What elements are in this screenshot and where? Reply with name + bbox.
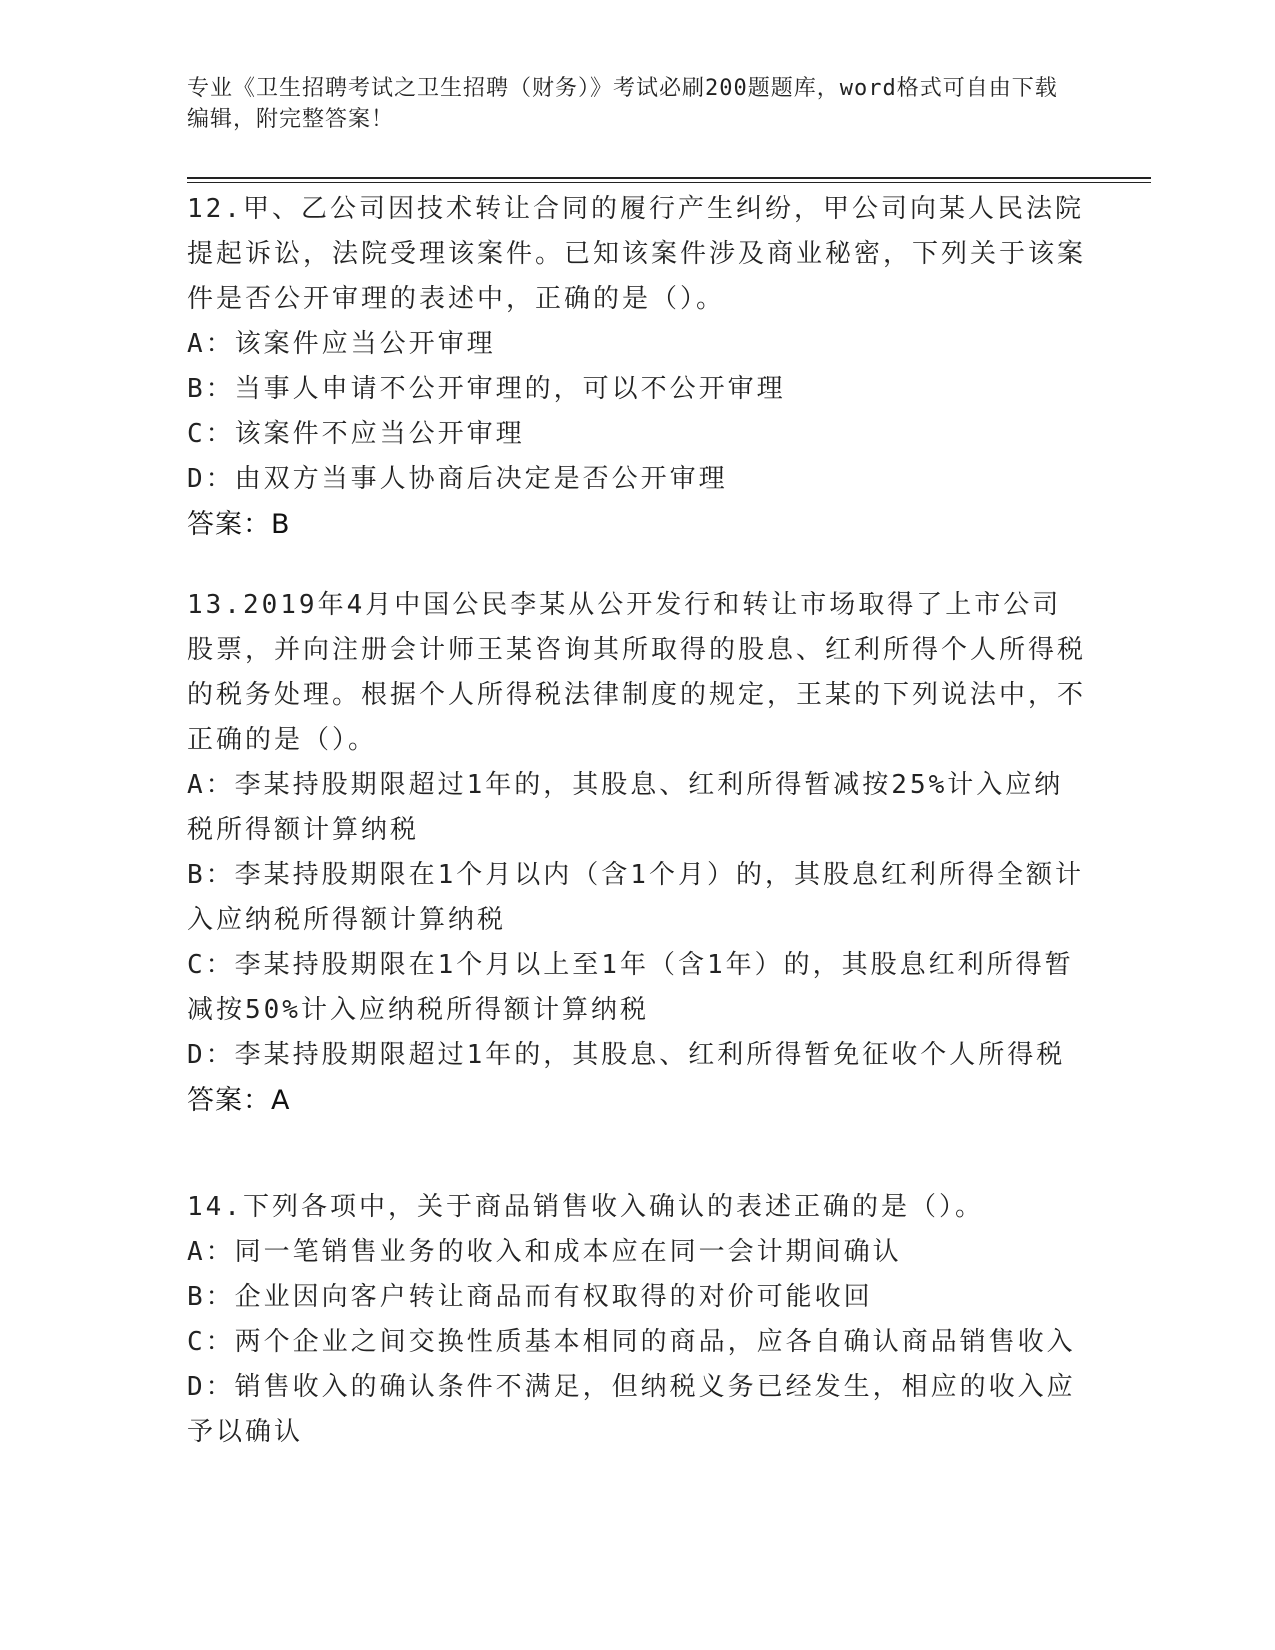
- option-c: C：李某持股期限在1个月以上至1年（含1年）的，其股息红利所得暂减按50%计入应纳税所得额计算纳税: [187, 950, 1074, 1025]
- option-a: A：同一笔销售业务的收入和成本应在同一会计期间确认: [187, 1237, 902, 1267]
- header-divider-thick: [187, 177, 1151, 179]
- option-d: D：李某持股期限超过1年的，其股息、红利所得暂免征收个人所得税: [187, 1040, 1066, 1070]
- question-stem: 14.下列各项中，关于商品销售收入确认的表述正确的是（）。: [187, 1192, 984, 1222]
- option-d: D：销售收入的确认条件不满足，但纳税义务已经发生，相应的收入应予以确认: [187, 1372, 1076, 1447]
- question-12: [187, 187, 1087, 547]
- question-14: [187, 1185, 1087, 1455]
- answer-label: 答案：B: [187, 509, 291, 540]
- option-b: B：企业因向客户转让商品而有权取得的对价可能收回: [187, 1282, 873, 1312]
- header-divider-thin: [187, 182, 1151, 183]
- question-stem: 12.甲、乙公司因技术转让合同的履行产生纠纷，甲公司向某人民法院提起诉讼，法院受理该案件。已知该案件涉及商业秘密，下列关于该案件是否公开审理的表述中，正确的是（）。: [187, 194, 1087, 314]
- option-c: C：该案件不应当公开审理: [187, 419, 525, 449]
- answer-label: 答案：A: [187, 1085, 291, 1116]
- option-b: B：当事人申请不公开审理的，可以不公开审理: [187, 374, 786, 404]
- option-a: A：该案件应当公开审理: [187, 329, 496, 359]
- option-b: B：李某持股期限在1个月以内（含1个月）的，其股息红利所得全额计入应纳税所得额计算纳税: [187, 860, 1084, 935]
- question-stem: 13.2019年4月中国公民李某从公开发行和转让市场取得了上市公司股票，并向注册会计师王某咨询其所取得的股息、红利所得个人所得税的税务处理。根据个人所得税法律制度的规定，王某的下列说法中，不正确的是（）。: [187, 590, 1087, 755]
- option-a: A：李某持股期限超过1年的，其股息、红利所得暂减按25%计入应纳税所得额计算纳税: [187, 770, 1064, 845]
- document-header-title: 专业《卫生招聘考试之卫生招聘（财务）》考试必刷200题题库，word格式可自由下载编辑，附完整答案！: [187, 76, 1058, 132]
- question-13: [187, 583, 1087, 1123]
- option-c: C：两个企业之间交换性质基本相同的商品，应各自确认商品销售收入: [187, 1327, 1076, 1357]
- option-d: D：由双方当事人协商后决定是否公开审理: [187, 464, 728, 494]
